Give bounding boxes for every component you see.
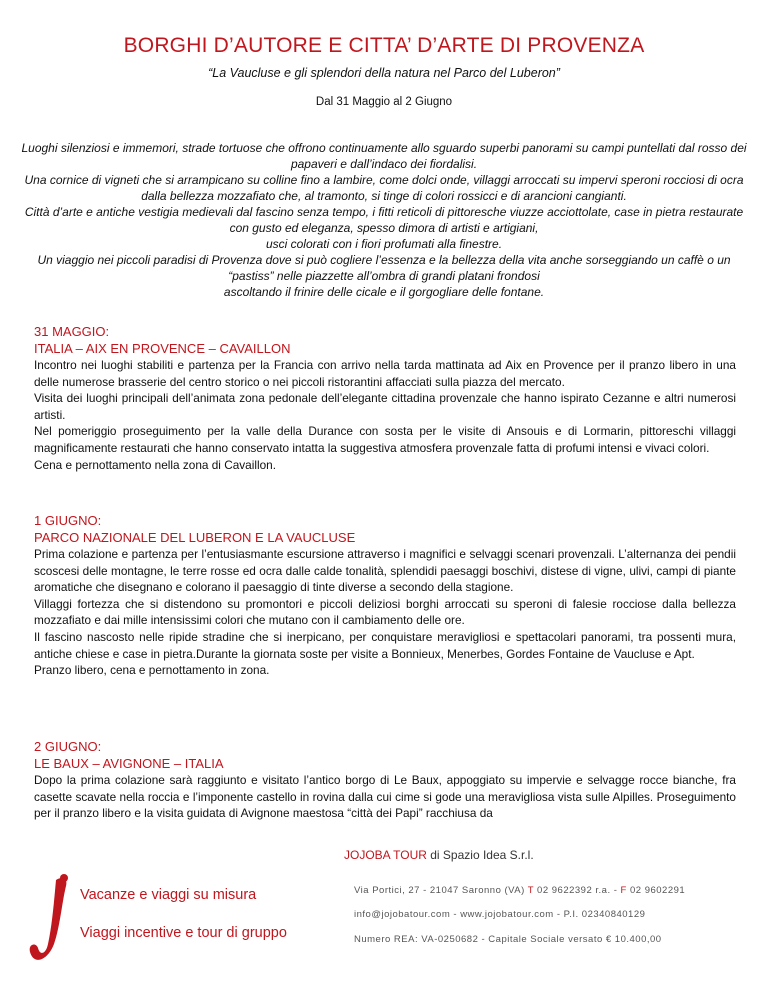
footer-address xyxy=(354,885,685,896)
footer-company xyxy=(344,848,534,862)
footer-rea: Numero REA: VA-0250682 - Capitale Sociale versato € 10.400,00 xyxy=(354,934,662,945)
day-paragraph: Il fascino nascosto nelle ripide stradine che si inerpicano, per conquistare meravigliosi e spettacolari panorami, tra possenti mura, antiche chiese e case in pietra.Durante la giornata soste per visite a Bonnieux, Menerbes, Gordes Fontaine de Vaucluse e Apt. xyxy=(34,629,736,661)
jojoba-logo-icon xyxy=(26,872,72,972)
tour-dates: Dal 31 Maggio al 2 Giugno xyxy=(315,96,453,108)
day-paragraph: Nel pomeriggio proseguimento per la valle della Durance con sosta per le visite di Ansouis e di Lormarin, pittoreschi villaggi magnificamente restaurati che hanno conservato intatta la suggestiva atmosfera provenzale fatta di profumi intensi e vivaci colori. xyxy=(34,424,736,455)
day-section-3 xyxy=(34,738,736,822)
day-paragraph: Villaggi fortezza che si distendono su promontori e piccoli deliziosi borghi arroccati su speroni di falesie rocciose dalla bellezza mozzafiato e dai mille intensissimi colori che mutano con il cambiamento delle ore. xyxy=(34,596,736,628)
intro-line: Un viaggio nei piccoli paradisi di Provenza dove si può cogliere l’essenza e la bellezza della vita anche sorseggiando un caffè o un “pastiss” nelle piazzette all’ombra di grandi platani frondosi xyxy=(37,253,731,283)
intro-line: Una cornice di vigneti che si arrampicano su colline fino a lambire, come dolci onde, villaggi arroccati su impervi speroni rocciosi di ocra dalla bellezza mozzafiato che, al tramonto, si tinge di colori rossicci e di arancioni cangianti. xyxy=(24,173,744,203)
day-paragraph: Prima colazione e partenza per l’entusiasmante escursione attraverso i magnifici e selvaggi scenari provenzali. L’alternanza dei pendii scoscesi delle montagne, le terre rosse ed ocra dalle calde tonalità, splendidi paesaggi boschivi, distese di vigne, ulivi, campi di piante aromatiche che disegnano e colorano il paesaggio di tinte diverse a secondo della stagione. xyxy=(34,547,736,595)
day-paragraph: Dopo la prima colazione sarà raggiunto e visitato l’antico borgo di Le Baux, appoggiato su impervie e selvagge rocce bianche, fra casette scavate nella roccia e l’imponente castello in rovina dalla cui cime si gode una meravigliosa vista sulle Alpilles. Proseguimento per il pranzo libero e la visita guidata di Avignone maestosa “città dei Papi” racchiusa da xyxy=(34,773,736,821)
tel-number: 02 9622392 r.a. - xyxy=(533,885,621,896)
day-date: 31 MAGGIO: xyxy=(34,324,110,339)
intro-line: Luoghi silenziosi e immemori, strade tortuose che offrono continuamente allo sguardo superbi panorami su campi puntellati dal rosso dei papaveri e dall’indaco dei fiordalisi. xyxy=(21,141,747,171)
tagline-group-tours: Viaggi incentive e tour di gruppo xyxy=(80,925,287,941)
day-route: ITALIA – AIX EN PROVENCE – CAVAILLON xyxy=(34,341,291,356)
intro-line: ascoltando il frinire delle cicale e il gorgogliare delle fontane. xyxy=(223,285,545,299)
footer-web: info@jojobatour.com - www.jojobatour.com - P.I. 02340840129 xyxy=(354,909,646,920)
day-route: PARCO NAZIONALE DEL LUBERON E LA VAUCLUSE xyxy=(34,530,356,545)
intro-line: Città d’arte e antiche vestigia medievali dal fascino senza tempo, i fitti reticoli di pittoresche viuzze acciottolate, case in pietra restaurate con gusto ed eleganza, spesso dimora di artisti e artigiani, xyxy=(24,205,744,235)
company-brand: JOJOBA TOUR xyxy=(344,848,427,862)
intro-section xyxy=(18,140,750,300)
day-paragraph: Incontro nei luoghi stabiliti e partenza per la Francia con arrivo nella tarda mattinata ad Aix en Provence per il pranzo libero in una delle numerose brasserie del centro storico o nei piccoli ristorantini affacciati sulla piazza del mercato. xyxy=(34,358,736,389)
document-title: BORGHI D’AUTORE E CITTA’ D’ARTE DI PROVENZA xyxy=(123,34,645,57)
day-date: 2 GIUGNO: xyxy=(34,739,102,754)
day-route: LE BAUX – AVIGNONE – ITALIA xyxy=(34,756,224,771)
fax-label: F xyxy=(620,885,627,896)
day-section-2 xyxy=(34,512,736,679)
day-paragraph: Cena e pernottamento nella zona di Cavaillon. xyxy=(34,457,276,472)
day-section-1 xyxy=(34,323,736,473)
company-name: di Spazio Idea S.r.l. xyxy=(426,848,534,862)
intro-line: usci colorati con i fiori profumati alla finestre. xyxy=(265,237,503,251)
tagline-custom-travel: Vacanze e viaggi su misura xyxy=(80,887,257,903)
address-text: Via Portici, 27 - 21047 Saronno (VA) xyxy=(354,885,528,896)
document-subtitle: “La Vaucluse e gli splendori della natura nel Parco del Luberon” xyxy=(208,66,560,80)
day-date: 1 GIUGNO: xyxy=(34,513,102,528)
day-paragraph: Pranzo libero, cena e pernottamento in zona. xyxy=(34,663,270,678)
fax-number: 02 9602291 xyxy=(626,885,686,896)
tel-label: T xyxy=(527,885,534,896)
day-paragraph: Visita dei luoghi principali dell’animata zona pedonale dell’elegante cittadina provenzale che hanno ispirato Cezanne e altri numerosi artisti. xyxy=(34,391,736,422)
